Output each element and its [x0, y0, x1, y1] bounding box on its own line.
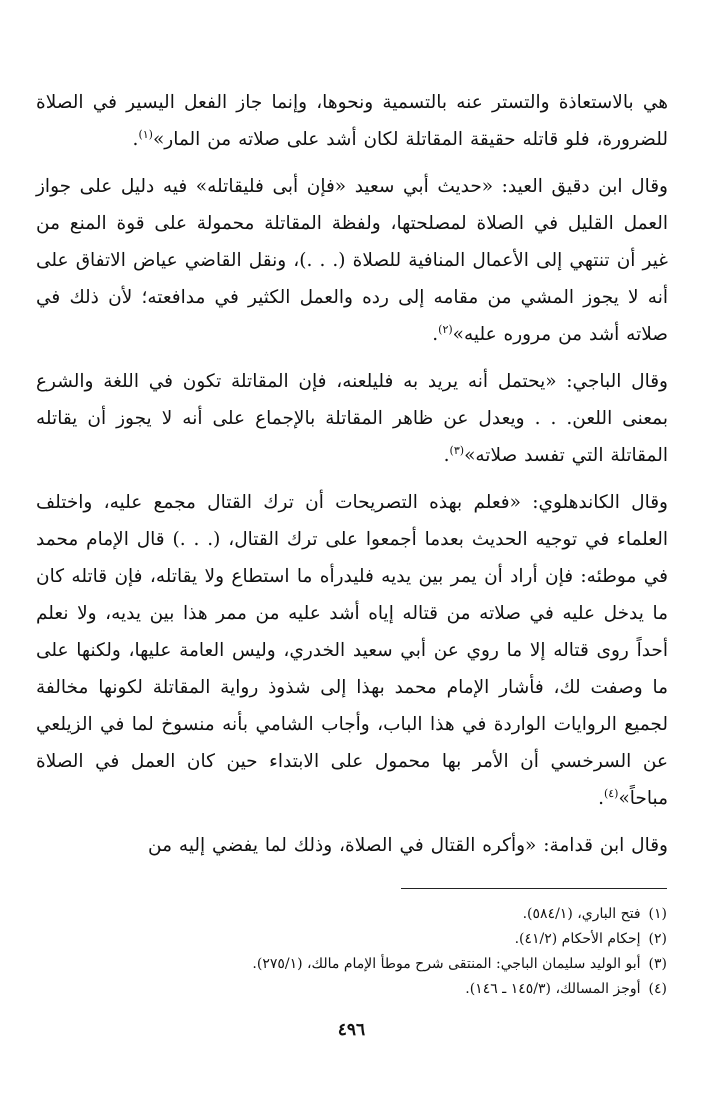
- footnote-4: [35, 977, 667, 1002]
- paragraph-text: وقال الباجي: «يحتمل أنه يريد به فليلعنه، فإن المقاتلة تكون في اللغة والشرع بمعنى اللعن. . . ويعدل عن ظاهر المقاتلة بالإجماع على أنه لا يجوز أن يقاتله المقاتلة التي تفسد صلاته»: [36, 371, 668, 466]
- footnote-number: (١): [648, 906, 667, 922]
- paragraph-text: هي بالاستعاذة والتستر عنه بالتسمية ونحوها، وإنما جاز الفعل اليسير في الصلاة للضرورة، فلو قاتله حقيقة المقاتلة لكان أشد على صلاته من المار»: [36, 92, 668, 150]
- footnote-text: فتح الباري، (٥٨٤/١).: [522, 906, 641, 922]
- footnote-text: إحكام الأحكام (٤١/٢).: [514, 931, 641, 947]
- footnote-text: أوجز المسالك، (١٤٥/٣ ـ ١٤٦).: [465, 981, 641, 997]
- paragraph-2: [36, 168, 668, 353]
- paragraph-text: وقال ابن قدامة: «وأكره القتال في الصلاة، وذلك لما يفضي إليه من: [148, 835, 668, 856]
- footnote-divider: [401, 888, 667, 889]
- footnote-text: أبو الوليد سليمان الباجي: المنتقى شرح موطأ الإمام مالك، (٢٧٥/١).: [252, 956, 641, 972]
- paragraph-text: وقال الكاندهلوي: «فعلم بهذه التصريحات أن ترك القتال مجمع عليه، واختلف العلماء في توجيه الحديث بعدما أجمعوا على ترك القتال، (. . .) قال الإمام محمد في موطئه: فإن أراد أن يمر بين يديه فليدرأه ما استطاع ولا يقاتله، فإن قاتله كان ما يدخل عليه في صلاته من قتاله إياه أشد عليه من ممر هذا بين يديه، ولا نعلم أحداً روى قتاله إلا ما روي عن أبي سعيد الخدري، وليس العامة عليها، ولكنها على ما وصفت لك، فأشار الإمام محمد بهذا إلى شذوذ رواية المقاتلة لكونها مخالفة لجميع الروايات الواردة في هذا الباب، وأجاب الشامي بأنه منسوخ لما في الزيلعي عن السرخسي أن الأمر بها محمول على الابتداء حين كان العمل في الصلاة مباحاً»: [36, 492, 668, 809]
- footnote-number: (٣): [648, 956, 667, 972]
- footnote-ref: (٤): [603, 786, 619, 800]
- paragraph-3: [36, 363, 668, 474]
- paragraph-tail: .: [132, 129, 139, 150]
- main-text: [36, 84, 668, 864]
- paragraph-4: [36, 484, 668, 817]
- paragraph-tail: .: [598, 788, 604, 809]
- footnote-2: [35, 927, 667, 952]
- footnote-1: [35, 902, 667, 927]
- paragraph-5: [36, 827, 668, 864]
- footnote-ref: (٣): [449, 443, 465, 457]
- footnote-number: (٤): [648, 981, 667, 997]
- footnote-number: (٢): [648, 931, 667, 947]
- page-number: ٤٩٦: [337, 1020, 366, 1040]
- paragraph-tail: .: [432, 324, 439, 345]
- footnotes: [35, 902, 667, 1002]
- paragraph-tail: .: [443, 445, 450, 466]
- footnote-ref: (١): [138, 127, 153, 141]
- paragraph-text: وقال ابن دقيق العيد: «حديث أبي سعيد «فإن أبى فليقاتله» فيه دليل على جواز العمل القليل في الصلاة لمصلحتها، ولفظة المقاتلة محمولة على قوة المنع من غير أن تنتهي إلى الأعمال المنافية للصلاة (. . .)، ونقل القاضي عياض الاتفاق على أنه لا يجوز المشي من مقامه إلى رده والعمل الكثير في مدافعته؛ لأن ذلك في صلاته أشد من مروره عليه»: [36, 176, 668, 345]
- paragraph-1: [36, 84, 668, 158]
- footnote-ref: (٢): [438, 322, 453, 336]
- footnote-3: [35, 952, 667, 977]
